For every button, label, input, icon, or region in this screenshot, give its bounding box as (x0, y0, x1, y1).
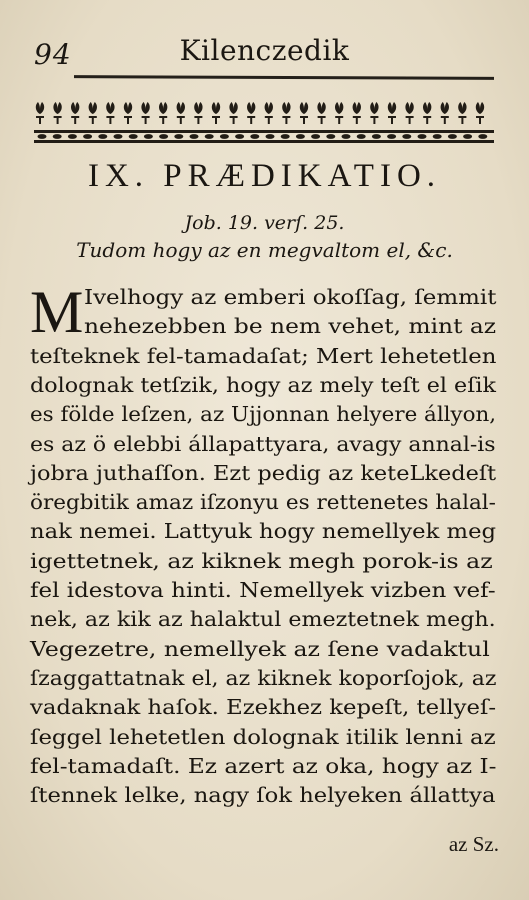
bead-glyph (190, 134, 199, 139)
bead-glyph (448, 134, 457, 139)
fleuron-glyph (229, 102, 237, 124)
body-line: fel-tamadaſt. Ez azert az oka, hogy az I- (30, 753, 497, 778)
body-line: Ivelhogy az emberi okoſſag, ſemmit (84, 285, 497, 309)
bead-glyph (342, 134, 351, 139)
bead-glyph (433, 134, 442, 139)
fleuron-glyph (300, 102, 308, 124)
body-line: jobra juthaſſon. Ezt pedig az keteLkedeſt (30, 460, 497, 485)
fleuron-glyph (53, 102, 61, 124)
fleuron-glyph (441, 102, 449, 124)
sermon-heading: IX. PRÆDIKATIO. (87, 158, 442, 194)
fleuron-glyph (36, 102, 44, 124)
fleuron-glyph (317, 102, 325, 124)
fleuron-glyph (282, 102, 290, 124)
fleuron-glyph (124, 102, 132, 124)
bead-glyph (38, 134, 47, 139)
bead-glyph (402, 134, 411, 139)
body-line: ſeggel lehetetlen dolognak itilik lenni az (30, 724, 496, 749)
fleuron-glyph (423, 102, 431, 124)
body-line: igettetnek, az kiknek megh porok-is az (30, 548, 493, 573)
bead-glyph (281, 134, 290, 139)
running-head: Kilenczedik (179, 34, 350, 67)
bead-glyph (311, 134, 320, 139)
body-line: dolognak tetſzik, hogy az mely teſt el eſik (30, 372, 496, 397)
bead-glyph (387, 134, 396, 139)
page-number: 94 (34, 38, 72, 71)
body-line: es földe leſzen, az Ujjonnan helyere állyon, (30, 402, 497, 427)
bead-glyph (372, 134, 381, 139)
body-line: fel idestova hinti. Nemellyek vizben vef- (30, 578, 496, 602)
bead-glyph (326, 134, 335, 139)
bead-glyph (53, 134, 62, 139)
body-line: nehezebben be nem vehet, mint az (84, 314, 497, 339)
fleuron-glyph (71, 102, 79, 124)
body-line: nek, az kik az halaktul emeztetnek megh. (30, 607, 496, 632)
bead-glyph (296, 134, 305, 139)
header-rule (74, 75, 494, 80)
bead-glyph (205, 134, 214, 139)
bead-glyph (250, 134, 259, 139)
bead-glyph (114, 134, 123, 139)
fleuron-glyph (405, 102, 413, 124)
scripture-citation: Job. 19. verſ. 25. (184, 212, 345, 234)
bead-glyph (129, 134, 138, 139)
bead-glyph (235, 134, 244, 139)
fleuron-glyph (212, 102, 220, 124)
fleuron-glyph (159, 102, 167, 124)
body-line: öregbitik amaz iſzonyu es rettenetes halal- (30, 490, 496, 515)
scripture-incipit: Tudom hogy az en megvaltom el, &c. (76, 238, 453, 262)
fleuron-glyph (370, 102, 378, 124)
fleuron-glyph (388, 102, 396, 124)
fleuron-glyph (265, 102, 273, 124)
body-line: teſteknek fel-tamadaſat; Mert lehetetlen (30, 343, 497, 368)
fleuron-glyph (177, 102, 185, 124)
fleuron-glyph (458, 102, 466, 124)
fleuron-glyph (247, 102, 255, 124)
bead-glyph (98, 134, 107, 139)
bead-glyph (266, 134, 275, 139)
fleuron-glyph (476, 102, 484, 124)
bead-glyph (220, 134, 229, 139)
body-line: nak nemei. Lattyuk hogy nemellyek meg (30, 519, 497, 544)
fleuron-glyph (194, 102, 202, 124)
bead-glyph (174, 134, 183, 139)
bead-glyph (357, 134, 366, 139)
bead-glyph (478, 134, 487, 139)
bead-glyph (83, 134, 92, 139)
fleuron-glyph (141, 102, 149, 124)
catchword: az Sz. (448, 832, 499, 856)
fleuron-glyph (335, 102, 343, 124)
fleuron-glyph (353, 102, 361, 124)
bead-glyph (418, 134, 427, 139)
body-line: ſzaggattatnak el, az kiknek koporſojok, az (30, 665, 497, 690)
bead-glyph (144, 134, 153, 139)
bead-glyph (159, 134, 168, 139)
fleuron-glyph (106, 102, 114, 124)
body-line: es az ö elebbi állapattyara, avagy annal-is (30, 431, 496, 456)
page-header (0, 28, 529, 72)
body-line: Vegezetre, nemellyek az ſene vadaktul (30, 636, 490, 661)
bead-glyph (463, 134, 472, 139)
fleuron-glyph (89, 102, 97, 124)
drop-capital: M (30, 279, 84, 345)
body-line: vadaknak haſok. Ezekhez kepeſt, tellyeſ- (30, 695, 497, 720)
fleuron-ornament-band (32, 92, 496, 152)
bead-glyph (68, 134, 77, 139)
body-line: ſtennek lelke, nagy ſok helyeken állattya (30, 783, 496, 808)
